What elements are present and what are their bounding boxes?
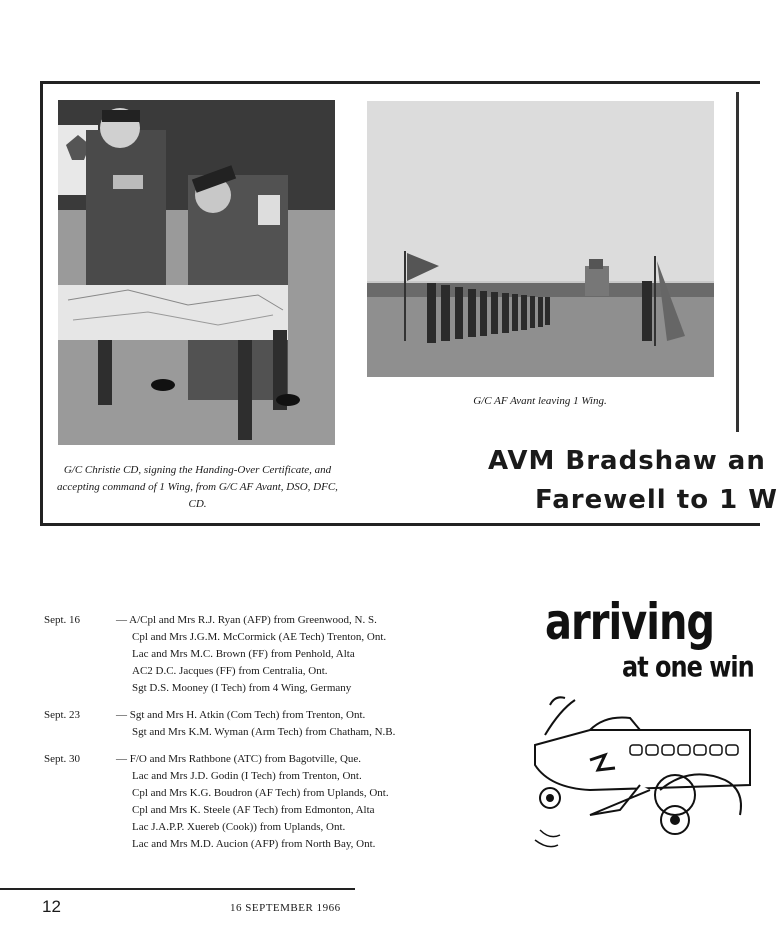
arrival-date: Sept. 16 xyxy=(44,614,81,626)
arrival-entry: Lac and Mrs M.C. Brown (FF) from Penhold, Alta xyxy=(132,648,355,660)
arrivals-list xyxy=(44,612,484,863)
arrival-entry: Lac J.A.P.P. Xuereb (Cook)) from Uplands, Ont. xyxy=(132,821,346,833)
arrival-entry: — F/O and Mrs Rathbone (ATC) from Bagotville, Que. xyxy=(116,751,484,768)
article-headline-line-1: AVM Bradshaw an xyxy=(488,446,766,476)
arrival-entry: Sgt D.S. Mooney (I Tech) from 4 Wing, Germany xyxy=(132,682,352,694)
arrival-entry: Lac and Mrs J.D. Godin (I Tech) from Trenton, Ont. xyxy=(132,770,362,782)
arrival-group xyxy=(44,612,484,697)
arrival-entry: — A/Cpl and Mrs R.J. Ryan (AFP) from Greenwood, N. S. xyxy=(116,612,484,629)
parade-photo xyxy=(367,101,714,377)
arrival-entry: Lac and Mrs M.D. Aucion (AFP) from North Bay, Ont. xyxy=(132,838,376,850)
arriving-subheading: at one win xyxy=(622,650,754,684)
arrival-entry: Sgt and Mrs K.M. Wyman (Arm Tech) from Chatham, N.B. xyxy=(132,726,396,738)
signing-photo-caption: G/C Christie CD, signing the Handing-Over Certificate, and accepting command of 1 Wing, from G/C AF Avant, DSO, DFC, CD. xyxy=(57,464,338,510)
arrival-entry: — Sgt and Mrs H. Atkin (Com Tech) from Trenton, Ont. xyxy=(116,707,484,724)
signing-ceremony-photo xyxy=(58,100,335,445)
parade-photo-caption: G/C AF Avant leaving 1 Wing. xyxy=(473,395,607,407)
page-number: 12 xyxy=(42,897,61,916)
arrival-entry: Cpl and Mrs K. Steele (AF Tech) from Edmonton, Alta xyxy=(132,804,375,816)
arrival-date: Sept. 30 xyxy=(44,753,81,765)
arrival-date: Sept. 23 xyxy=(44,709,81,721)
arrival-entry: Cpl and Mrs K.G. Boudron (AF Tech) from Uplands, Ont. xyxy=(132,787,389,799)
arrival-entry: AC2 D.C. Jacques (FF) from Centralia, Ont. xyxy=(132,665,328,677)
footer-rule xyxy=(0,888,355,890)
cartoon-airplane-illustration xyxy=(530,690,750,860)
issue-date: 16 SEPTEMBER 1966 xyxy=(230,902,341,914)
column-divider xyxy=(736,92,739,432)
arriving-heading: arriving xyxy=(545,594,715,652)
arrival-group xyxy=(44,751,484,853)
arrival-group xyxy=(44,707,484,741)
article-headline-line-2: Farewell to 1 W xyxy=(535,485,778,515)
arrival-entry: Cpl and Mrs J.G.M. McCormick (AE Tech) Trenton, Ont. xyxy=(132,631,387,643)
